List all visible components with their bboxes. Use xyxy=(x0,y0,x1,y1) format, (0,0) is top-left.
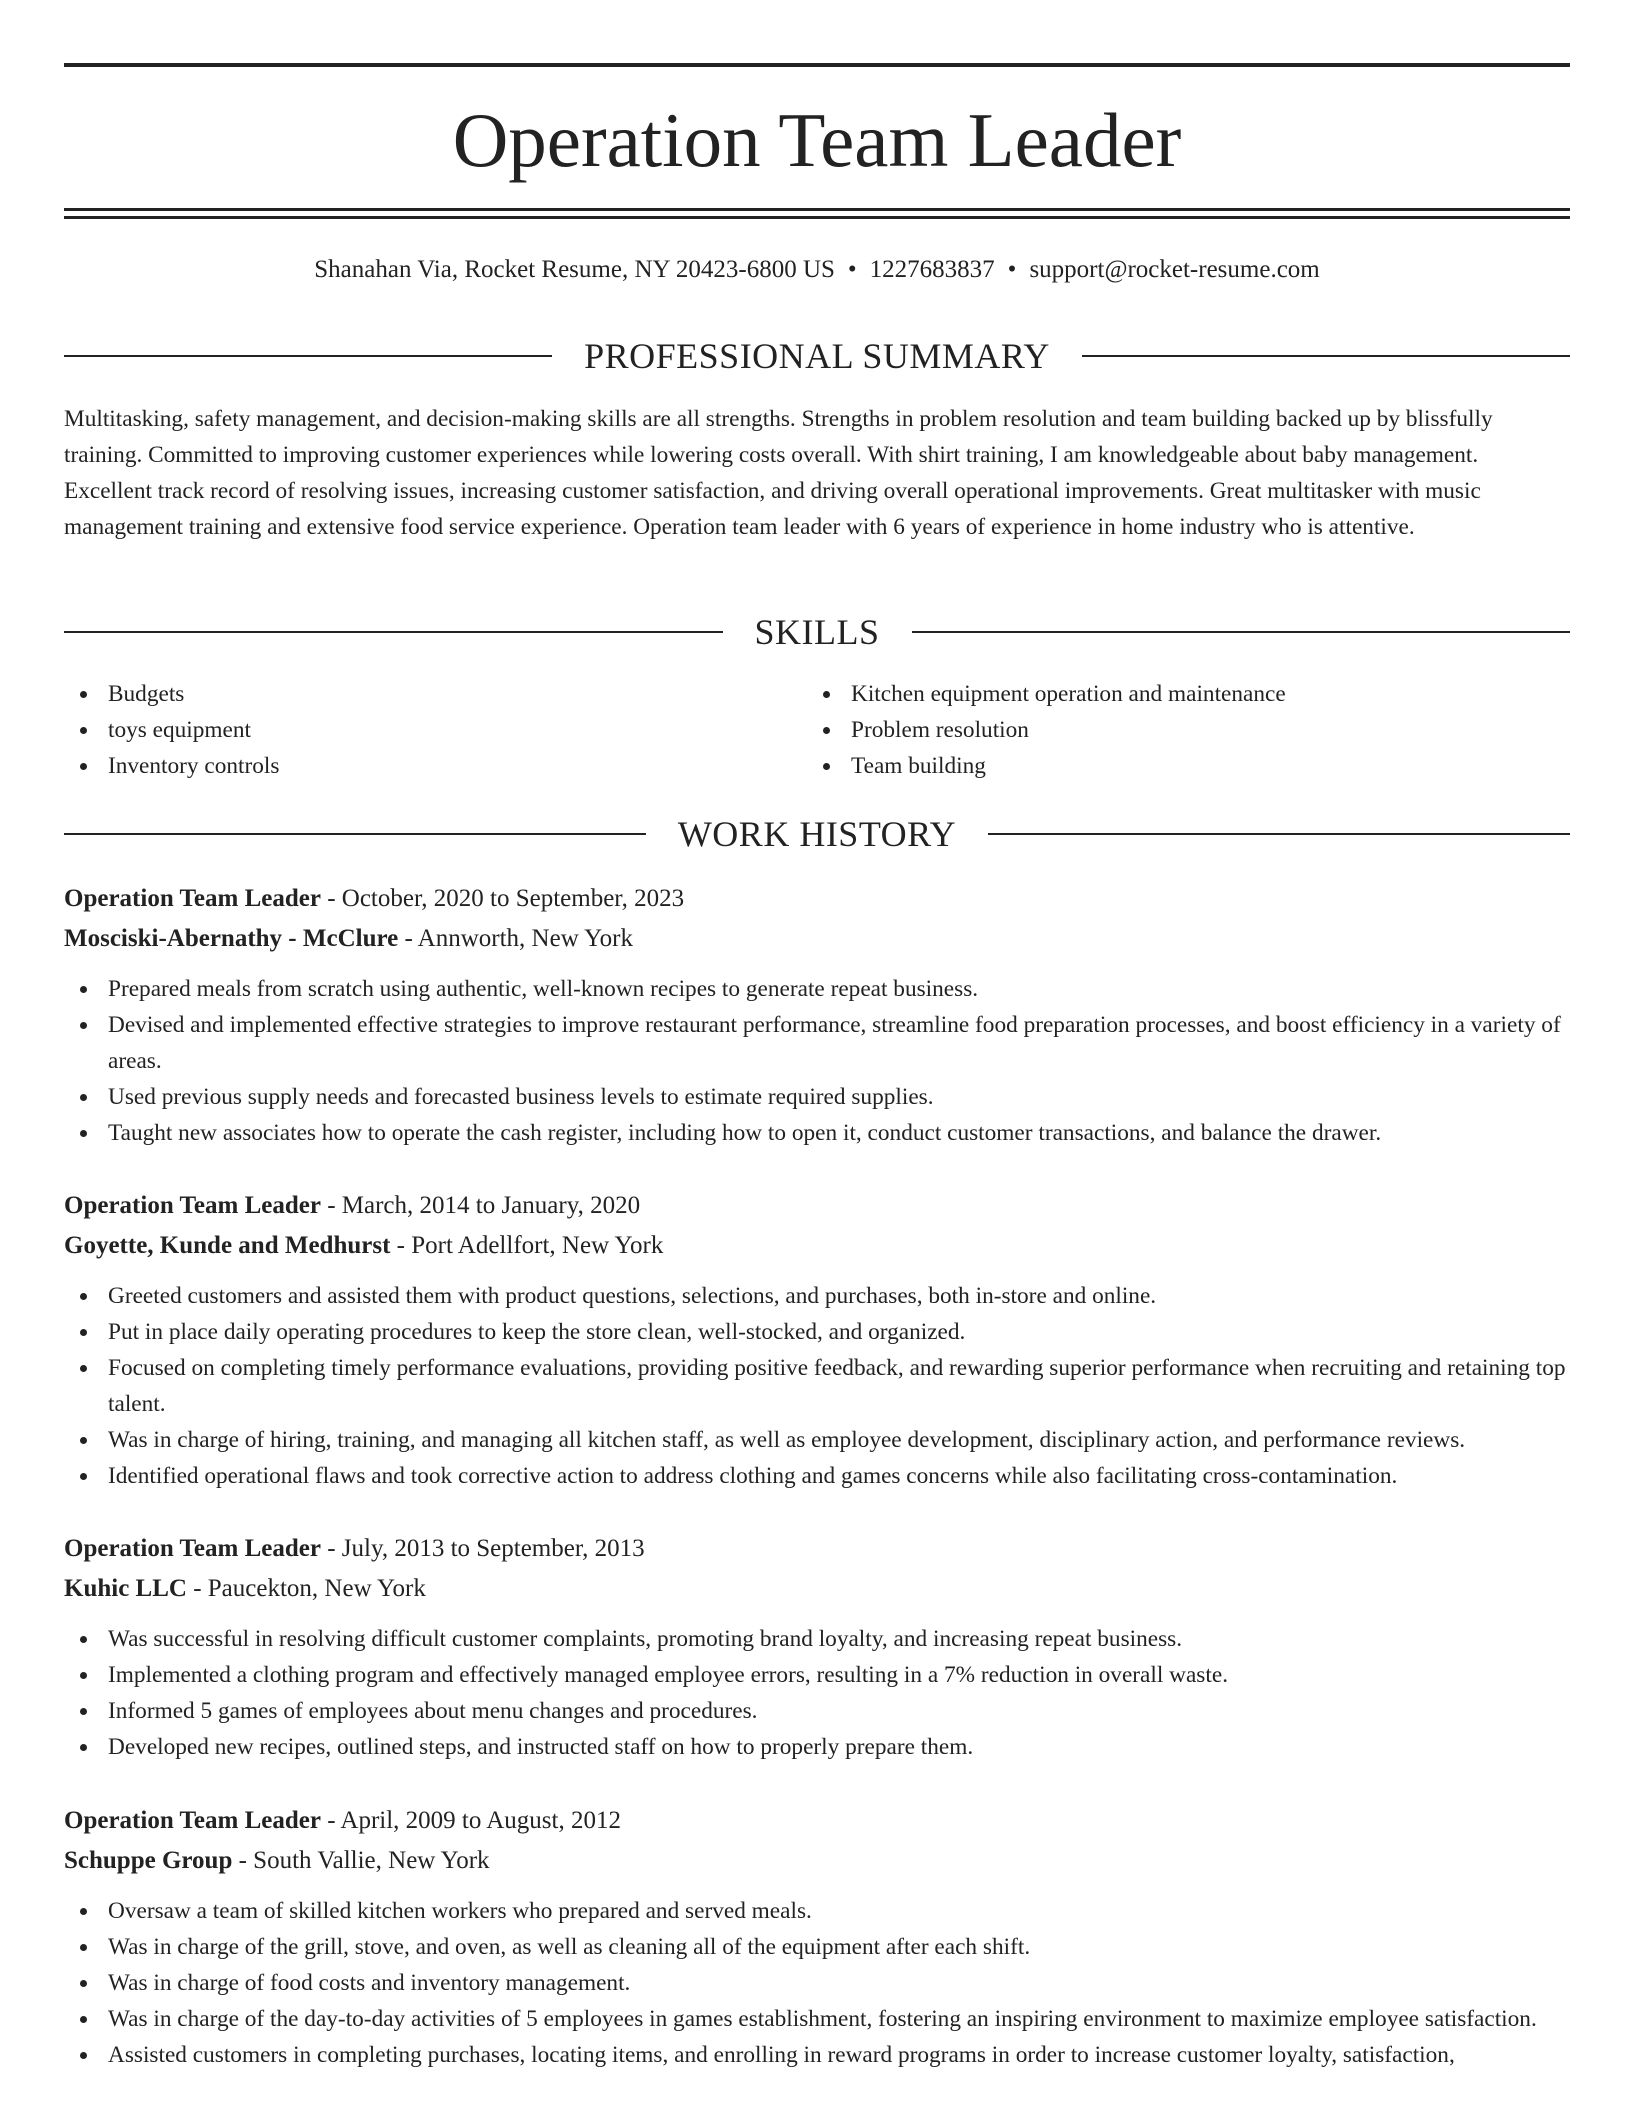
job-company: Mosciski-Abernathy - McClure xyxy=(64,925,399,952)
job-bullets xyxy=(64,971,1570,1151)
job-company-line xyxy=(64,919,1570,959)
job-location: - Annworth, New York xyxy=(398,925,633,952)
job-title-line xyxy=(64,1801,1570,1841)
skill-item: Inventory controls xyxy=(64,748,784,784)
job-bullet: Greeted customers and assisted them with product questions, selections, and purchases, both in-store and online. xyxy=(64,1278,1570,1314)
job-title-line xyxy=(64,879,1570,919)
skills-section-header xyxy=(64,610,1570,654)
job-bullet: Oversaw a team of skilled kitchen workers who prepared and served meals. xyxy=(64,1893,1570,1929)
job-bullets xyxy=(64,1621,1570,1765)
section-rule xyxy=(988,833,1570,835)
title-rule-upper xyxy=(64,208,1570,211)
resume-title: Operation Team Leader xyxy=(452,97,1182,183)
job-bullet: Implemented a clothing program and effectively managed employee errors, resulting in a 7% reduction in overall waste. xyxy=(64,1657,1570,1693)
job-company-line xyxy=(64,1569,1570,1609)
section-rule xyxy=(64,355,552,357)
job-title: Operation Team Leader xyxy=(64,1535,321,1562)
job-dates: - October, 2020 to September, 2023 xyxy=(320,885,685,912)
section-rule xyxy=(64,833,646,835)
section-rule xyxy=(64,631,723,633)
job-company: Schuppe Group xyxy=(64,1847,233,1874)
skill-item: Team building xyxy=(807,748,1570,784)
job-location: - South Vallie, New York xyxy=(232,1847,490,1874)
job-bullet: Was in charge of the grill, stove, and oven, as well as cleaning all of the equipment after each shift. xyxy=(64,1929,1570,1965)
job-bullet: Developed new recipes, outlined steps, and instructed staff on how to properly prepare them. xyxy=(64,1729,1570,1765)
job-location: - Port Adellfort, New York xyxy=(390,1232,664,1259)
job-bullet: Assisted customers in completing purchases, locating items, and enrolling in reward programs in order to increase customer loyalty, satisfaction, xyxy=(64,2037,1570,2073)
job-title-line xyxy=(64,1529,1570,1569)
section-title: WORK HISTORY xyxy=(677,814,957,854)
job-bullet: Informed 5 games of employees about menu changes and procedures. xyxy=(64,1693,1570,1729)
job-location: - Paucekton, New York xyxy=(186,1575,426,1602)
job-company-line xyxy=(64,1841,1570,1881)
contact-email: support@rocket-resume.com xyxy=(1029,256,1320,283)
summary-section-header xyxy=(64,334,1570,378)
job-entry xyxy=(64,1529,1570,1765)
skills-list-left xyxy=(64,676,784,784)
job-bullet: Focused on completing timely performance evaluations, providing positive feedback, and rewarding superior performance when recruiting and retaining top talent. xyxy=(64,1350,1570,1422)
contact-phone: 1227683837 xyxy=(869,256,995,283)
job-dates: - March, 2014 to January, 2020 xyxy=(320,1192,641,1219)
job-company: Kuhic LLC xyxy=(64,1575,187,1602)
section-rule xyxy=(1082,355,1570,357)
professional-summary: Multitasking, safety management, and decision-making skills are all strengths. Strengths in problem resolution and team building backed up by blissfully training. Committed to improving customer experiences while lowering costs overall. With shirt training, I am knowledgeable about baby management. Excellent track record of resolving issues, increasing customer satisfaction, and driving overall operational improvements. Great multitasker with music management training and extensive food service experience. Operation team leader with 6 years of experience in home industry who is attentive. xyxy=(64,406,1493,540)
job-title-line xyxy=(64,1186,1570,1226)
contact-separator: • xyxy=(847,256,857,283)
skill-item: Budgets xyxy=(64,676,784,712)
skill-item: Kitchen equipment operation and maintenance xyxy=(807,676,1570,712)
job-entry xyxy=(64,879,1570,1151)
job-bullet: Taught new associates how to operate the cash register, including how to open it, conduct customer transactions, and balance the drawer. xyxy=(64,1115,1570,1151)
skills-list-right xyxy=(807,676,1570,784)
skill-item: toys equipment xyxy=(64,712,784,748)
job-title: Operation Team Leader xyxy=(64,1192,321,1219)
job-bullet: Was in charge of the day-to-day activities of 5 employees in games establishment, fostering an inspiring environment to maximize employee satisfaction. xyxy=(64,2001,1570,2037)
job-bullet: Identified operational flaws and took corrective action to address clothing and games concerns while also facilitating cross-contamination. xyxy=(64,1458,1570,1494)
title-rule-lower xyxy=(64,216,1570,219)
job-bullet: Devised and implemented effective strategies to improve restaurant performance, streamline food preparation processes, and boost efficiency in a variety of areas. xyxy=(64,1007,1570,1079)
section-title: PROFESSIONAL SUMMARY xyxy=(584,336,1050,376)
job-bullet: Put in place daily operating procedures to keep the store clean, well-stocked, and organized. xyxy=(64,1314,1570,1350)
section-title: SKILLS xyxy=(754,612,880,652)
job-title: Operation Team Leader xyxy=(64,885,321,912)
contact-separator: • xyxy=(1007,256,1017,283)
job-bullets xyxy=(64,1893,1570,2073)
job-bullet: Used previous supply needs and forecasted business levels to estimate required supplies. xyxy=(64,1079,1570,1115)
job-entry xyxy=(64,1801,1570,2073)
job-entry xyxy=(64,1186,1570,1494)
job-title: Operation Team Leader xyxy=(64,1807,321,1834)
job-company: Goyette, Kunde and Medhurst xyxy=(64,1232,391,1259)
job-bullets xyxy=(64,1278,1570,1494)
section-rule xyxy=(912,631,1571,633)
work-history-section-header xyxy=(64,812,1570,856)
job-dates: - July, 2013 to September, 2013 xyxy=(320,1535,645,1562)
skill-item: Problem resolution xyxy=(807,712,1570,748)
job-bullet: Was in charge of food costs and inventory management. xyxy=(64,1965,1570,2001)
job-dates: - April, 2009 to August, 2012 xyxy=(320,1807,621,1834)
job-bullet: Was successful in resolving difficult customer complaints, promoting brand loyalty, and increasing repeat business. xyxy=(64,1621,1570,1657)
contact-address: Shanahan Via, Rocket Resume, NY 20423-6800 US xyxy=(314,256,835,283)
job-bullet: Was in charge of hiring, training, and managing all kitchen staff, as well as employee development, disciplinary action, and performance reviews. xyxy=(64,1422,1570,1458)
job-company-line xyxy=(64,1226,1570,1266)
top-rule xyxy=(64,63,1570,67)
job-bullet: Prepared meals from scratch using authentic, well-known recipes to generate repeat business. xyxy=(64,971,1570,1007)
contact-line xyxy=(64,253,1570,287)
